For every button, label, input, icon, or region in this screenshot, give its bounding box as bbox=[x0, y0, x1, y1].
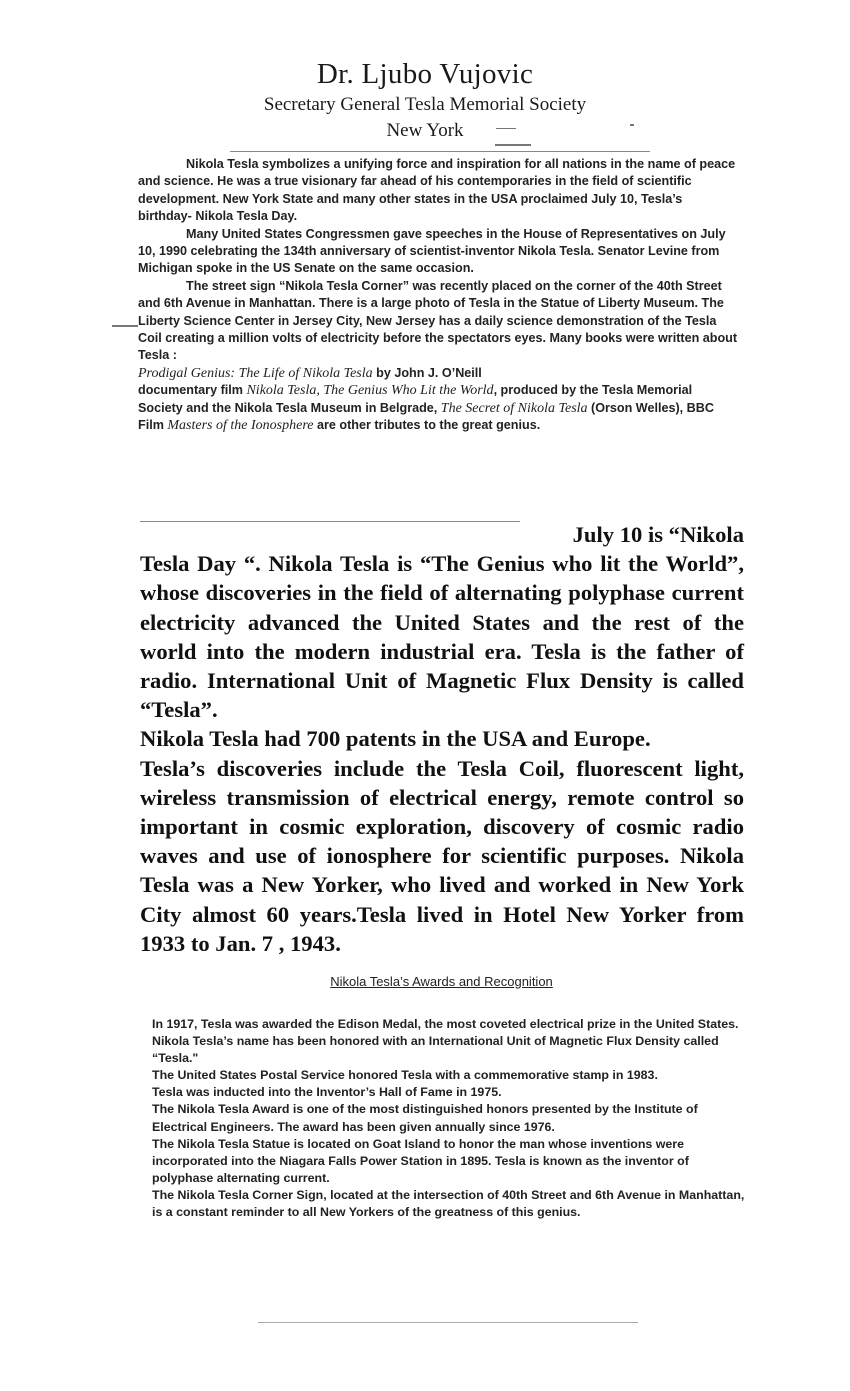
award-item: The Nikola Tesla Award is one of the most distinguished honors presented by the Institute of Electrical Engineers. The award has been given annually since 1976. bbox=[152, 1102, 698, 1134]
film-title-2: The Secret of Nikola Tesla bbox=[440, 400, 588, 416]
film-2-credit: (Orson Welles), BBC Film bbox=[138, 400, 714, 433]
book-title: Prodigal Genius: The Life of Nikola Tesla bbox=[138, 365, 373, 381]
header-divider bbox=[230, 151, 650, 152]
author-city: New York bbox=[386, 120, 464, 141]
main-body: Tesla Day “. Nikola Tesla is “The Genius who lit the World”, whose discoveries in the field of alternating polyphase current electricity advanced the United States and the rest of the world into the modern industrial era. Tesla is the father of radio. International Unit of Magnetic Flux Density is called “Tesla”. bbox=[140, 551, 744, 723]
intro-paragraph-1: Nikola Tesla symbolizes a unifying force and inspiration for all nations in the name of peace and science. He was a true visionary far ahead of his contemporaries in the field of scientific development. New York State and many other states in the USA proclaimed July 10, Tesla’s birthday- Nikola Tesla Day. bbox=[138, 157, 736, 224]
main-patents: Nikola Tesla had 700 patents in the USA and Europe. bbox=[140, 726, 651, 752]
film-title-3: Masters of the Ionosphere bbox=[167, 418, 314, 434]
awards-list bbox=[152, 1016, 752, 1221]
footer-divider bbox=[258, 1322, 638, 1323]
scan-mark bbox=[112, 325, 138, 327]
award-item: In 1917, Tesla was awarded the Edison Medal, the most coveted electrical prize in the United States. bbox=[152, 1017, 739, 1031]
award-item: The Nikola Tesla Corner Sign, located at the intersection of 40th Street and 6th Avenue in Manhattan, is a constant reminder to all New Yorkers of the greatness of this genius. bbox=[152, 1187, 745, 1220]
intro-section bbox=[138, 156, 738, 435]
film-1-credit: , produced by the Tesla Memorial Society and the Nikola Tesla Museum in Belgrade, bbox=[138, 383, 693, 415]
award-item: Tesla was inducted into the Inventor’s Hall of Fame in 1975. bbox=[152, 1085, 502, 1100]
award-item: The United States Postal Service honored Tesla with a commemorative stamp in 1983. bbox=[152, 1068, 658, 1083]
award-item: Nikola Tesla’s name has been honored with an International Unit of Magnetic Flux Density called “Tesla." bbox=[152, 1034, 719, 1066]
scan-mark bbox=[630, 124, 634, 126]
main-discoveries: Tesla’s discoveries include the Tesla Coil, fluorescent light, wireless transmission of electrical energy, remote control so important in cosmic exploration, discovery of cosmic radio waves and use of ionosphere for scientific purposes. Nikola Tesla was a New Yorker, who lived and worked in New York City almost 60 years.Tesla lived in Hotel New Yorker from 1933 to Jan. 7 , 1943. bbox=[140, 755, 744, 956]
main-statement bbox=[140, 520, 744, 958]
scan-mark bbox=[495, 144, 531, 146]
author-name: Dr. Ljubo Vujovic bbox=[316, 58, 534, 90]
intro-paragraph-2: Many United States Congressmen gave speeches in the House of Representatives on July 10, 1990 celebrating the 134th anniversary of scientist-inventor Nikola Tesla. Senator Levine from Michigan spoke in the US Senate on the same occasion. bbox=[138, 226, 726, 276]
tributes-paragraph bbox=[138, 365, 738, 435]
tributes-closing: are other tributes to the great genius. bbox=[313, 418, 541, 433]
film-title-1: Nikola Tesla, The Genius Who Lit the World bbox=[246, 383, 494, 399]
book-author: by John J. O’Neill bbox=[372, 365, 482, 380]
intro-paragraph-3: The street sign “Nikola Tesla Corner” was recently placed on the corner of the 40th Street and 6th Avenue in Manhattan. There is a large photo of Tesla in the Statue of Liberty Museum. The Liberty Science Center in Jersey City, New Jersey has a daily science demonstration of the Tesla Coil creating a million volts of electricity before the spectators eyes. Many books were written about Tesla : bbox=[138, 278, 738, 363]
author-title: Secretary General Tesla Memorial Society bbox=[263, 94, 587, 115]
documentary-intro: documentary film bbox=[138, 383, 247, 398]
awards-heading: Nikola Tesla’s Awards and Recognition bbox=[330, 974, 553, 989]
scan-mark bbox=[496, 128, 516, 129]
main-lead: July 10 is “Nikola bbox=[572, 522, 744, 547]
award-item: The Nikola Tesla Statue is located on Goat Island to honor the man whose inventions were incorporated into the Niagara Falls Power Station in 1895. Tesla is known as the inventor of polyphase alternating current. bbox=[152, 1136, 689, 1185]
